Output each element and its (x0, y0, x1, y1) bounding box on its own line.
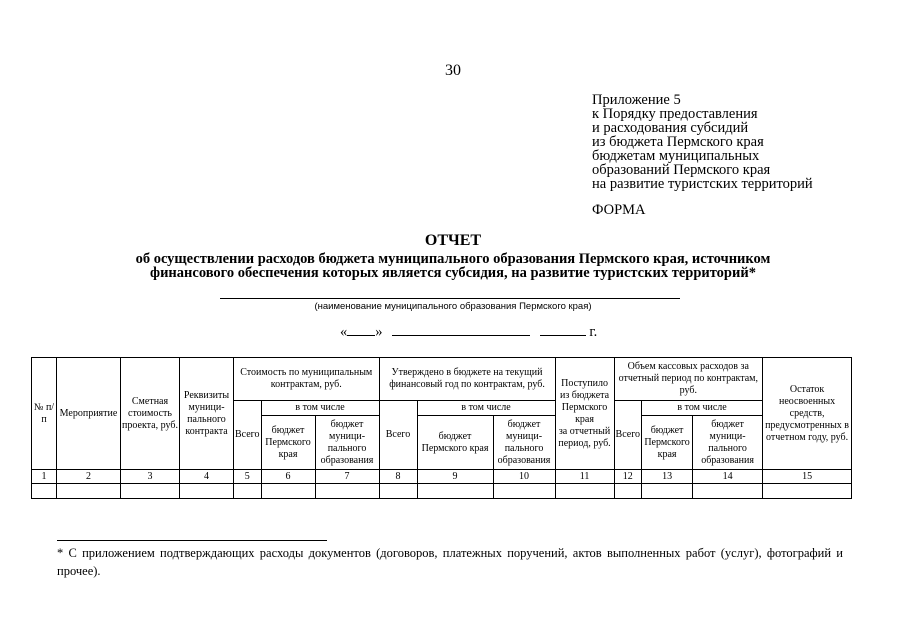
column-number: 6 (261, 470, 315, 484)
col-header-estimate: Сметная стоимость проекта, руб. (121, 358, 180, 470)
col-header-including: в том числе (642, 401, 763, 416)
col-header-including: в том числе (417, 401, 555, 416)
report-subtitle (40, 252, 866, 280)
form-label: ФОРМА (592, 202, 646, 218)
table-cell[interactable] (121, 484, 180, 499)
column-number: 12 (614, 470, 642, 484)
municipality-name-caption: (наименование муниципального образования Пермского края) (314, 301, 592, 312)
table-cell[interactable] (417, 484, 493, 499)
table-cell[interactable] (57, 484, 121, 499)
date-line (340, 322, 597, 341)
column-number: 2 (57, 470, 121, 484)
col-header-municipal-budget: бюджет муници-пального образования (693, 416, 763, 470)
col-header-remainder: Остаток неосвоенных средств, предусмотренных в отчетном году, руб. (763, 358, 852, 470)
table-cell[interactable] (693, 484, 763, 499)
municipality-name-line[interactable] (220, 298, 680, 299)
column-number: 10 (493, 470, 555, 484)
received-label: Поступило из бюджета Пермского края (559, 377, 610, 425)
month-blank[interactable] (392, 322, 530, 336)
table-cell[interactable] (493, 484, 555, 499)
col-header-regional-budget: бюджет Пермского края (642, 416, 693, 470)
appendix-line: Приложение 5 (592, 92, 681, 108)
column-number: 11 (555, 470, 614, 484)
col-header-total: Всего (614, 401, 642, 470)
table-cell[interactable] (763, 484, 852, 499)
appendix-line: бюджетам муниципальных (592, 148, 760, 164)
column-number: 14 (693, 470, 763, 484)
column-number: 8 (379, 470, 417, 484)
col-header-total: Всего (379, 401, 417, 470)
empty-data-row[interactable] (32, 484, 852, 499)
appendix-line: к Порядку предоставления (592, 106, 758, 122)
col-header-municipal-budget: бюджет муници-пального образования (493, 416, 555, 470)
column-number: 3 (121, 470, 180, 484)
column-number: 4 (180, 470, 234, 484)
table-cell[interactable] (234, 484, 262, 499)
report-title: ОТЧЕТ (424, 232, 482, 249)
col-header-event: Мероприятие (57, 358, 121, 470)
date-open-quote: « (340, 324, 348, 340)
column-number: 7 (315, 470, 379, 484)
subtitle-line: финансового обеспечения которых является субсидия, на развитие туристских территорий* (150, 265, 756, 281)
column-number: 15 (763, 470, 852, 484)
table-cell[interactable] (32, 484, 57, 499)
table-cell[interactable] (555, 484, 614, 499)
appendix-block (592, 93, 813, 191)
day-blank[interactable] (347, 322, 375, 336)
col-header-cash-expenses: Объем кассовых расходов за отчетный период по контрактам, руб. (614, 358, 763, 401)
column-number-row (32, 470, 852, 484)
column-number: 13 (642, 470, 693, 484)
table-cell[interactable] (379, 484, 417, 499)
footnote-separator (57, 540, 327, 541)
subtitle-line: об осуществлении расходов бюджета муниципального образования Пермского края, источником (135, 251, 771, 267)
col-header-num: № п/п (32, 358, 57, 470)
col-header-contract-cost: Стоимость по муниципальным контрактам, руб. (234, 358, 380, 401)
col-header-total: Всего (234, 401, 262, 470)
footnote: * С приложением подтверждающих расходы документов (договоров, платежных поручений, актов выполненных работ (услуг), фотографий и прочее). (57, 546, 843, 578)
received-period-label: за отчетный период, руб. (558, 425, 611, 449)
date-close-quote: » (375, 324, 383, 340)
year-blank[interactable] (540, 322, 586, 336)
table-cell[interactable] (614, 484, 642, 499)
col-header-approved: Утверждено в бюджете на текущий финансовый год по контрактам, руб. (379, 358, 555, 401)
appendix-line: образований Пермского края (592, 162, 771, 178)
column-number: 5 (234, 470, 262, 484)
col-header-regional-budget: бюджет Пермского края (261, 416, 315, 470)
appendix-line: на развитие туристских территорий (592, 176, 813, 192)
appendix-line: и расходования субсидий (592, 120, 749, 136)
col-header-regional-budget: бюджет Пермского края (417, 416, 493, 470)
report-table (31, 357, 852, 499)
col-header-received (555, 358, 614, 470)
year-suffix: г. (589, 324, 598, 340)
table-cell[interactable] (315, 484, 379, 499)
column-number: 1 (32, 470, 57, 484)
appendix-line: из бюджета Пермского края (592, 134, 764, 150)
column-number: 9 (417, 470, 493, 484)
col-header-contract-details: Реквизиты муници-пального контракта (180, 358, 234, 470)
table-cell[interactable] (261, 484, 315, 499)
table-cell[interactable] (180, 484, 234, 499)
page-number: 30 (445, 62, 461, 79)
col-header-including: в том числе (261, 401, 379, 416)
col-header-municipal-budget: бюджет муници-пального образования (315, 416, 379, 470)
table-cell[interactable] (642, 484, 693, 499)
